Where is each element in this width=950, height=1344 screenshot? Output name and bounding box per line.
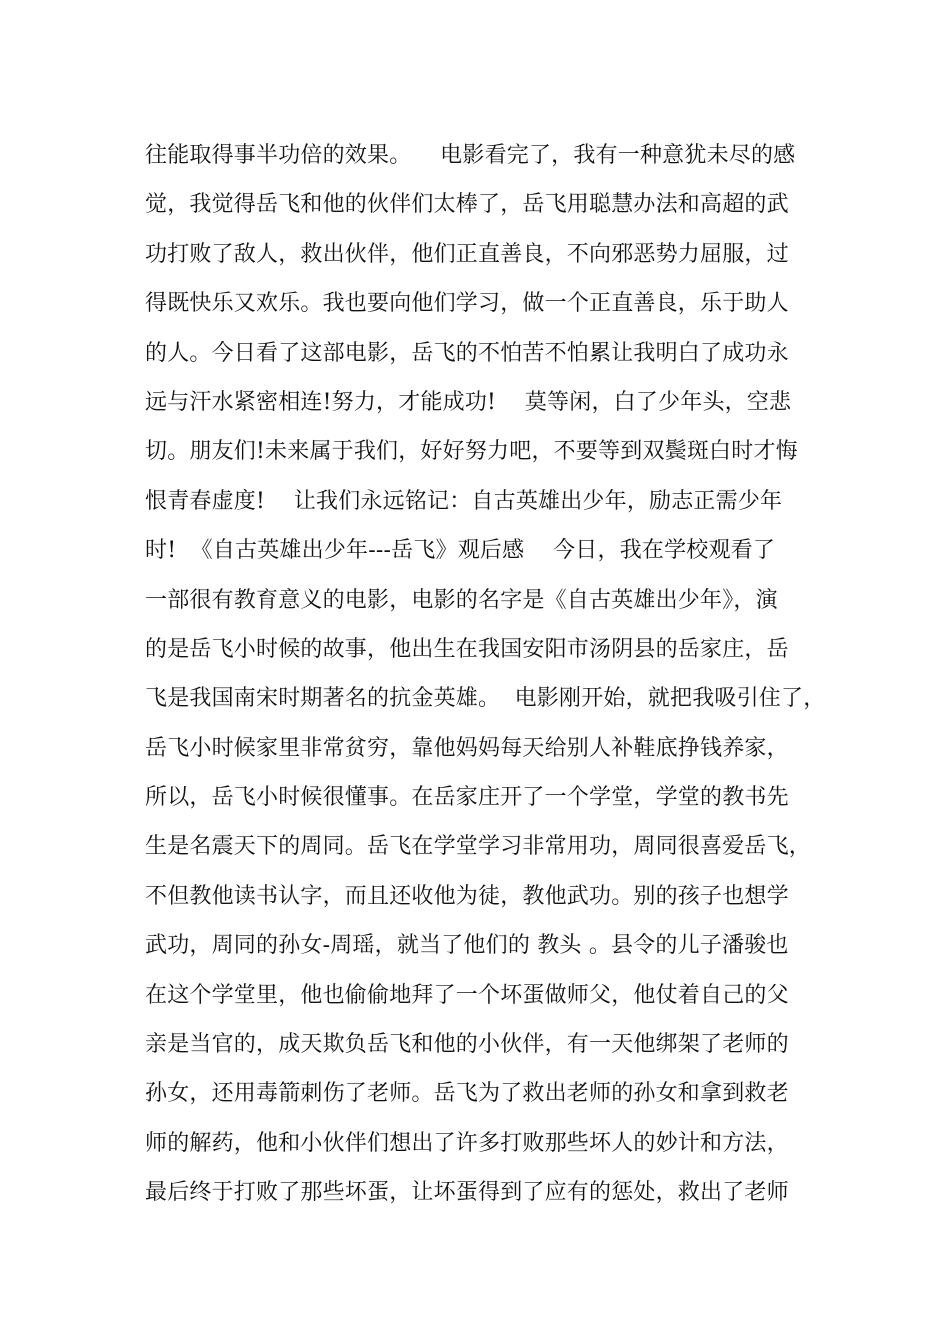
- text-line: 的是岳飞小时候的故事，他出生在我国安阳市汤阴县的岳家庄，岳: [145, 636, 789, 662]
- text-line: 恨青春虚度! 让我们永远铭记：自古英雄出少年，励志正需少年: [145, 488, 783, 514]
- text-line: 岳飞小时候家里非常贫穷，靠他妈妈每天给别人补鞋底挣钱养家，: [145, 735, 789, 761]
- body-text: [145, 131, 835, 1218]
- text-line: 亲是当官的，成天欺负岳飞和他的小伙伴，有一天他绑架了老师的: [145, 1032, 789, 1058]
- text-line: 在这个学堂里，他也偷偷地拜了一个坏蛋做师父，他仗着自己的父: [145, 982, 789, 1008]
- text-line: 不但教他读书认字，而且还收他为徒，教他武功。别的孩子也想学: [145, 883, 789, 909]
- text-line: 孙女，还用毒箭刺伤了老师。岳飞为了救出老师的孙女和拿到救老: [145, 1081, 789, 1107]
- text-line: 的人。今日看了这部电影，岳飞的不怕苦不怕累让我明白了成功永: [145, 340, 789, 366]
- text-line: 得既快乐又欢乐。我也要向他们学习，做一个正直善良，乐于助人: [145, 291, 789, 317]
- text-line: 远与汗水紧密相连!努力，才能成功! 莫等闲，白了少年头，空悲: [145, 389, 792, 415]
- text-line: 飞是我国南宋时期著名的抗金英雄。 电影刚开始，就把我吸引住了，: [145, 686, 826, 712]
- text-line: 最后终于打败了那些坏蛋，让坏蛋得到了应有的惩处，救出了老师: [145, 1180, 789, 1206]
- text-line: 觉，我觉得岳飞和他的伙伴们太棒了，岳飞用聪慧办法和高超的武: [145, 192, 789, 218]
- text-line: 生是名震天下的周同。岳飞在学堂学习非常用功，周同很喜爱岳飞，: [145, 834, 812, 860]
- text-line: 武功，周同的孙女-周瑶，就当了他们的 教头 。县令的儿子潘骏也: [145, 933, 789, 959]
- text-line: 切。朋友们!未来属于我们，好好努力吧，不要等到双鬓斑白时才悔: [145, 439, 798, 465]
- text-line: 一部很有教育意义的电影，电影的名字是《自古英雄出少年》，演: [145, 587, 778, 613]
- text-line: 所以，岳飞小时候很懂事。在岳家庄开了一个学堂，学堂的教书先: [145, 785, 789, 811]
- text-line: 师的解药，他和小伙伴们想出了许多打败那些坏人的妙计和方法，: [145, 1130, 789, 1156]
- text-line: 时! 《自古英雄出少年---岳飞》观后感 今日，我在学校观看了: [145, 538, 776, 564]
- text-line: 往能取得事半功倍的效果。 电影看完了，我有一种意犹未尽的感: [145, 143, 796, 168]
- text-line: 功打败了敌人，救出伙伴，他们正直善良，不向邪恶势力屈服，过: [145, 241, 789, 267]
